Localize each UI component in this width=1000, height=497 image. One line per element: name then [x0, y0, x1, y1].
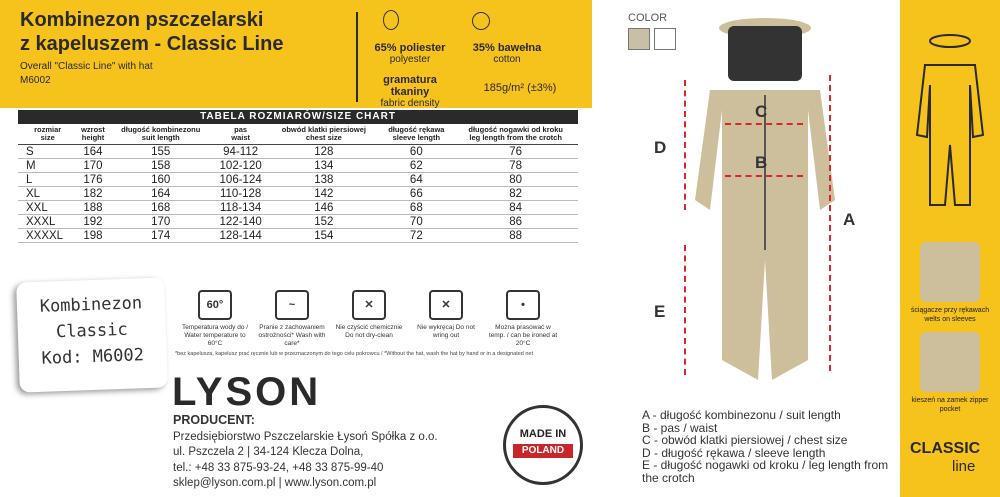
- wash-note: *bez kapelusza, kapelusz prać ręcznie lub w przeznaczonym do tego celu pokrowcu / *Without the hat, wash the hat by hand or in a designated net: [175, 351, 534, 357]
- table-cell: 62: [379, 159, 453, 173]
- table-cell: 66: [379, 187, 453, 201]
- table-cell: 188: [77, 201, 108, 215]
- suit-image: [690, 0, 840, 395]
- dim-e-label: E: [654, 302, 666, 321]
- table-cell: 94-112: [213, 145, 269, 159]
- size-chart: [18, 110, 578, 243]
- table-cell: 102-120: [213, 159, 269, 173]
- care-text: Nie wykręcaj Do not wring out: [417, 324, 475, 339]
- table-cell: 86: [453, 215, 578, 229]
- density-label: gramatura tkaniny fabric density: [380, 74, 440, 109]
- care-item: [180, 290, 250, 348]
- table-cell: 168: [109, 201, 213, 215]
- table-cell: M: [18, 159, 77, 173]
- dim-b-label: B: [755, 153, 768, 172]
- table-cell: 110-128: [213, 187, 269, 201]
- dim-c-line: [725, 123, 803, 125]
- col-header: obwód klatki piersiowej chest size: [268, 124, 379, 145]
- care-icon: ~: [275, 290, 309, 320]
- legend-item: B - pas / waist: [642, 420, 718, 435]
- table-cell: 160: [109, 173, 213, 187]
- col-header: długość rękawa sleeve length: [379, 124, 453, 145]
- classic-label: CLASSIC: [910, 440, 981, 457]
- dim-d-line: [684, 80, 686, 210]
- table-cell: 128: [268, 145, 379, 159]
- zipper-photo: [920, 332, 980, 392]
- cotton-icon: [472, 12, 490, 30]
- made-in-poland-badge: MADE IN POLAND: [503, 405, 583, 485]
- table-row: [18, 145, 578, 159]
- care-text: Nie czyścić chemicznie Do not dry-clean: [335, 324, 403, 339]
- fabric-icon: [383, 10, 399, 30]
- table-cell: 68: [379, 201, 453, 215]
- table-cell: 174: [109, 229, 213, 243]
- divider: [356, 12, 358, 102]
- col-header: długość kombinezonu suit length: [109, 124, 213, 145]
- table-cell: 154: [268, 229, 379, 243]
- size-table: [18, 124, 578, 243]
- side-band: [900, 0, 1000, 497]
- table-cell: 134: [268, 159, 379, 173]
- care-text: Można prasować w temp. / can be ironed at 20°C: [488, 324, 558, 347]
- producer-info: PRODUCENT: Przedsiębiorstwo Pszczelarskie Łysoń Spółka z o.o. ul. Pszczela 2 | 34-124 Klecza Dolna, tel.: +48 33 875-93-24, +48 33 875-99-40 sklep@lyson.com.pl | www.lyson.com.pl: [173, 413, 438, 489]
- care-icon: ✕: [429, 290, 463, 320]
- polyester-label: 65% poliester polyester: [374, 42, 446, 65]
- size-chart-title: TABELA ROZMIARÓW/SIZE CHART: [18, 110, 578, 124]
- table-cell: 152: [268, 215, 379, 229]
- card-line-1: Kombinezon: [39, 293, 143, 317]
- table-row: [18, 201, 578, 215]
- table-cell: 142: [268, 187, 379, 201]
- table-cell: XL: [18, 187, 77, 201]
- dim-c-label: C: [755, 102, 768, 121]
- table-cell: 122-140: [213, 215, 269, 229]
- card-line-3: Kod: M6002: [41, 345, 145, 369]
- table-cell: L: [18, 173, 77, 187]
- swatch-white: [654, 28, 676, 50]
- table-cell: XXXXL: [18, 229, 77, 243]
- table-cell: XXL: [18, 201, 77, 215]
- welts-caption: ściągacze przy rękawach welts on sleeves: [910, 307, 990, 323]
- table-cell: 176: [77, 173, 108, 187]
- care-item: [257, 290, 327, 348]
- product-subtitle: Overall "Classic Line" with hat: [20, 61, 153, 72]
- table-cell: 155: [109, 145, 213, 159]
- table-row: [18, 159, 578, 173]
- table-cell: 170: [77, 159, 108, 173]
- care-item: [488, 290, 558, 348]
- table-row: [18, 229, 578, 243]
- table-cell: 80: [453, 173, 578, 187]
- care-icon: ✕: [352, 290, 386, 320]
- care-text: Temperatura wody do / Water temperature to 60°C: [181, 324, 249, 347]
- table-cell: 82: [453, 187, 578, 201]
- table-cell: 64: [379, 173, 453, 187]
- table-cell: 60: [379, 145, 453, 159]
- cotton-label: 35% bawełna cotton: [472, 42, 542, 65]
- table-cell: 170: [109, 215, 213, 229]
- table-cell: 138: [268, 173, 379, 187]
- table-cell: 78: [453, 159, 578, 173]
- legend-item: D - długość rękawa / sleeve length: [642, 445, 826, 460]
- care-item: [334, 290, 404, 340]
- dim-b-line: [725, 175, 803, 177]
- product-card: [16, 277, 168, 392]
- table-cell: 84: [453, 201, 578, 215]
- table-cell: 70: [379, 215, 453, 229]
- table-row: [18, 215, 578, 229]
- table-cell: 146: [268, 201, 379, 215]
- table-cell: 106-124: [213, 173, 269, 187]
- table-cell: S: [18, 145, 77, 159]
- table-cell: 192: [77, 215, 108, 229]
- dim-a-label: A: [843, 210, 856, 229]
- col-header: rozmiar size: [18, 124, 77, 145]
- table-cell: 164: [109, 187, 213, 201]
- zipper-caption: kieszeń na zamek zipper pocket: [911, 397, 989, 413]
- legend-item: E - długość nogawki od kroku / leg length from the crotch: [642, 458, 889, 485]
- table-cell: 198: [77, 229, 108, 243]
- product-title: Kombinezon pszczelarski z kapeluszem - Classic Line: [20, 9, 284, 55]
- care-icon: •: [506, 290, 540, 320]
- table-cell: 88: [453, 229, 578, 243]
- col-header: pas waist: [213, 124, 269, 145]
- care-item: [411, 290, 481, 340]
- density-value: 185g/m² (±3%): [483, 82, 557, 94]
- table-row: [18, 187, 578, 201]
- welts-photo: [920, 242, 980, 302]
- table-cell: XXXL: [18, 215, 77, 229]
- legend-item: A - długość kombinezonu / suit length: [642, 408, 841, 422]
- suit-outline-icon: [915, 25, 985, 215]
- swatch-beige: [628, 28, 650, 50]
- col-header: długość nogawki od kroku leg length from the crotch: [453, 124, 578, 145]
- dim-e-line: [684, 245, 686, 375]
- dim-d-label: D: [654, 138, 667, 157]
- table-row: [18, 173, 578, 187]
- color-label: COLOR: [628, 12, 668, 24]
- table-cell: 118-134: [213, 201, 269, 215]
- table-cell: 158: [109, 159, 213, 173]
- care-text: Pranie z zachowaniem ostrożności* Wash with care*: [258, 324, 326, 347]
- col-header: wzrost height: [77, 124, 108, 145]
- product-code: M6002: [20, 75, 51, 86]
- table-cell: 128-144: [213, 229, 269, 243]
- table-cell: 182: [77, 187, 108, 201]
- table-cell: 164: [77, 145, 108, 159]
- lyson-logo: LYSON: [172, 370, 322, 414]
- card-line-2: Classic: [55, 319, 129, 343]
- care-icon: 60°: [198, 290, 232, 320]
- table-cell: 76: [453, 145, 578, 159]
- line-label: line: [952, 458, 976, 475]
- dim-legend: [642, 409, 892, 484]
- legend-item: C - obwód klatki piersiowej / chest size: [642, 433, 848, 447]
- dim-a-line: [829, 75, 831, 371]
- table-cell: 72: [379, 229, 453, 243]
